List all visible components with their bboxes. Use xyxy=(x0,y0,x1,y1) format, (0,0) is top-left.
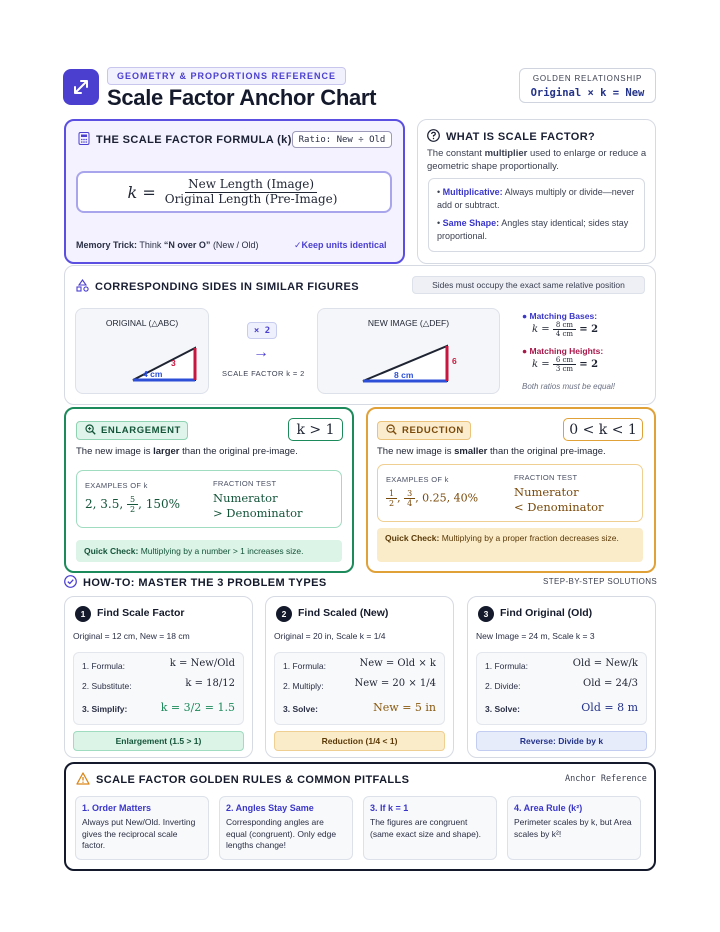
step-1-value: k = New/Old xyxy=(169,658,235,669)
arrow-right-icon: → xyxy=(253,344,269,361)
test-line-1: Numerator xyxy=(514,485,579,499)
item-label: Same Shape: xyxy=(442,218,500,228)
ex-den: 4 xyxy=(407,499,413,509)
eq-fraction xyxy=(553,321,576,338)
step-3-value: Old = 8 m xyxy=(581,701,638,714)
golden-relationship-box xyxy=(519,68,656,103)
examples-tail: , 150% xyxy=(138,497,181,512)
card-steps xyxy=(274,652,445,725)
card-given: Original = 20 in, Scale k = 1/4 xyxy=(274,631,386,641)
reduction-quick-check xyxy=(377,528,643,562)
examples-label: EXAMPLES OF k xyxy=(386,475,449,484)
desc-post: than the original pre-image. xyxy=(182,446,298,457)
fraction-test-label: FRACTION TEST xyxy=(514,473,578,482)
list-item: • Multiplicative: Always multiply or divide—never add or subtract. xyxy=(437,187,635,210)
corresponding-note: Sides must occupy the exact same relative position xyxy=(412,276,645,294)
scale-factor-label: SCALE FACTOR k = 2 xyxy=(222,369,305,378)
reduction-description xyxy=(377,446,606,457)
reduction-tag xyxy=(377,421,471,440)
formula-lhs: k = xyxy=(127,182,156,202)
new-height-label: 6 xyxy=(452,356,457,366)
eq-result: = 2 xyxy=(579,324,599,336)
quick-text: Multiplying by a number > 1 increases size. xyxy=(140,546,304,556)
examples-text: 2, 3.5, xyxy=(85,497,124,512)
matching-bases-equation xyxy=(532,321,598,338)
multiplier-badge: × 2 xyxy=(247,322,277,339)
desc-pre: The new image is xyxy=(76,446,151,457)
eq-result: = 2 xyxy=(579,359,599,371)
step-1-value: Old = New/k xyxy=(572,658,638,669)
rule-card-area xyxy=(507,796,641,860)
step-1-label: 1. Formula: xyxy=(485,661,528,671)
examples-tail: , 0.25, 40% xyxy=(415,491,479,505)
card-title: Find Scaled (New) xyxy=(298,607,389,619)
eyebrow-label: GEOMETRY & PROPORTIONS REFERENCE xyxy=(107,67,346,85)
what-desc-pre: The constant xyxy=(427,148,482,159)
step-1-label: 1. Formula: xyxy=(283,661,326,671)
scale-arrows-icon xyxy=(63,69,99,105)
rule-card-angles xyxy=(219,796,353,860)
quick-text: Multiplying by a proper fraction decreases size. xyxy=(441,533,619,543)
card-number: 1 xyxy=(75,606,91,622)
rules-title-text: SCALE FACTOR GOLDEN RULES & COMMON PITFALLS xyxy=(96,774,410,786)
examples-values: $\frac{1}{2}$ , $\frac{3}{4}$ , 0.25, 40% xyxy=(386,489,478,508)
rules-title xyxy=(76,772,409,788)
card-title: Find Original (Old) xyxy=(500,607,593,619)
formula-title-text: THE SCALE FACTOR FORMULA (k) xyxy=(96,134,292,146)
card-number: 3 xyxy=(478,606,494,622)
howto-title xyxy=(64,575,327,591)
card-number: 2 xyxy=(276,606,292,622)
enlargement-tag-text: ENLARGEMENT xyxy=(101,425,181,436)
formula-title xyxy=(78,132,292,148)
step-2-label: 2. Multiply: xyxy=(283,681,324,691)
step-2-label: 2. Substitute: xyxy=(82,681,132,691)
examples-fraction xyxy=(404,489,415,508)
new-image-label: NEW IMAGE (△DEF) xyxy=(367,318,450,328)
rule-heading: 2. Angles Stay Same xyxy=(226,803,314,813)
original-height-label: 3 xyxy=(171,358,176,368)
quick-label: Quick Check: xyxy=(385,533,440,543)
problem-card-find-scaled xyxy=(265,596,454,758)
step-3-value: New = 5 in xyxy=(373,701,436,714)
step-2-value: New = 20 × 1/4 xyxy=(354,678,436,689)
examples-label: EXAMPLES OF k xyxy=(85,481,148,490)
card-footer: Enlargement (1.5 > 1) xyxy=(73,731,244,751)
desc-bold: larger xyxy=(153,446,180,457)
desc-bold: smaller xyxy=(454,446,488,457)
step-1-label: 1. Formula: xyxy=(82,661,125,671)
zoom-out-icon xyxy=(386,424,397,438)
calculator-icon xyxy=(78,132,90,148)
page-title: Scale Factor Anchor Chart xyxy=(107,85,377,110)
matching-bases-label: ● Matching Bases: xyxy=(522,311,598,321)
problem-card-find-scale-factor xyxy=(64,596,253,758)
formula-box xyxy=(76,171,392,213)
examples-fraction xyxy=(127,495,138,514)
golden-value: Original × k = New xyxy=(530,87,645,99)
reduction-tag-text: REDUCTION xyxy=(402,425,464,436)
memory-prefix: Memory Trick: xyxy=(76,240,138,250)
both-ratios-note: Both ratios must be equal! xyxy=(522,382,615,391)
corresponding-title-text: CORRESPONDING SIDES IN SIMILAR FIGURES xyxy=(95,281,359,293)
rules-reference: Anchor Reference xyxy=(565,774,647,784)
ex-num: 5 xyxy=(127,495,138,505)
card-given: Original = 12 cm, New = 18 cm xyxy=(73,631,190,641)
card-footer: Reverse: Divide by k xyxy=(476,731,647,751)
step-3-label: 3. Solve: xyxy=(485,704,520,714)
original-base-label: 4 cm xyxy=(143,369,163,379)
test-line-2: < Denominator xyxy=(514,500,604,514)
item-text: Angles stay identical; sides stay proportional. xyxy=(437,218,629,241)
step-2-label: 2. Divide: xyxy=(485,681,521,691)
rule-heading: 1. Order Matters xyxy=(82,803,152,813)
step-2-value: k = 18/12 xyxy=(185,678,235,689)
formula-numerator: New Length (Image) xyxy=(185,178,317,193)
step-3-label: 3. Simplify: xyxy=(82,704,128,714)
step-3-value: k = 3/2 = 1.5 xyxy=(160,701,235,714)
rule-heading: 4. Area Rule (k²) xyxy=(514,803,583,813)
eq-den: 3 cm xyxy=(555,365,574,374)
what-title-text: WHAT IS SCALE FACTOR? xyxy=(446,131,596,143)
card-given: New Image = 24 m, Scale k = 3 xyxy=(476,631,595,641)
ex-den: 2 xyxy=(130,505,136,515)
enlargement-examples-box xyxy=(76,470,342,528)
check-circle-icon xyxy=(64,575,77,591)
step-3-label: 3. Solve: xyxy=(283,704,318,714)
step-1-value: New = Old × k xyxy=(359,658,436,669)
fraction-test-value xyxy=(514,485,604,515)
rule-body: Perimeter scales by k, but Area scales by k²! xyxy=(514,817,632,839)
examples-fraction xyxy=(386,489,397,508)
eq-fraction xyxy=(553,356,576,373)
memory-trick xyxy=(76,240,258,250)
fraction-test-label: FRACTION TEST xyxy=(213,479,277,488)
memory-suffix: (New / Old) xyxy=(212,240,259,250)
formula-denominator: Original Length (Pre-Image) xyxy=(164,191,338,206)
card-steps xyxy=(476,652,647,725)
card-steps xyxy=(73,652,244,725)
quick-label: Quick Check: xyxy=(84,546,139,556)
ex-num: 3 xyxy=(404,489,415,499)
list-item: • Same Shape: Angles stay identical; sides stay proportional. xyxy=(437,218,629,241)
ratio-badge: Ratio: New ÷ Old xyxy=(292,131,392,148)
original-triangle xyxy=(75,308,209,394)
eq-num: 8 cm xyxy=(553,321,576,330)
card-footer: Reduction (1/4 < 1) xyxy=(274,731,445,751)
enlargement-quick-check xyxy=(76,540,342,562)
what-desc-bold: multiplier xyxy=(484,148,528,159)
what-desc-post: used to enlarge or reduce a geometric shape proportionally. xyxy=(427,148,647,172)
reduction-badge: 0 < k < 1 xyxy=(563,418,643,441)
original-label: ORIGINAL (△ABC) xyxy=(105,318,179,328)
new-base-label: 8 cm xyxy=(394,370,414,380)
rule-body: Corresponding angles are equal (congruent). Only edge lengths change! xyxy=(226,817,337,850)
question-circle-icon xyxy=(427,129,440,145)
eq-k: k = xyxy=(532,324,550,336)
rule-card-k-equals-1 xyxy=(363,796,497,860)
zoom-in-icon xyxy=(85,424,96,438)
howto-title-text: HOW-TO: MASTER THE 3 PROBLEM TYPES xyxy=(83,577,327,589)
item-text: Always multiply or divide—never add or subtract. xyxy=(437,187,635,210)
test-line-2: > Denominator xyxy=(213,506,303,520)
rule-heading: 3. If k = 1 xyxy=(370,803,409,813)
reduction-examples-box xyxy=(377,464,643,522)
ex-num: 1 xyxy=(386,489,397,499)
warning-icon xyxy=(76,772,90,788)
enlargement-badge: k > 1 xyxy=(288,418,343,441)
golden-label: GOLDEN RELATIONSHIP xyxy=(532,74,643,83)
matching-heights-label: ● Matching Heights: xyxy=(522,346,604,356)
shapes-icon xyxy=(76,279,89,295)
desc-pre: The new image is xyxy=(377,446,452,457)
what-title xyxy=(427,129,595,145)
test-line-1: Numerator xyxy=(213,491,278,505)
ex-den: 2 xyxy=(389,499,395,509)
step-2-value: Old = 24/3 xyxy=(583,678,638,689)
memory-quote: “N over O” xyxy=(163,240,211,250)
keep-units-note: ✓Keep units identical xyxy=(294,240,387,250)
enlargement-tag xyxy=(76,421,188,440)
rule-body: Always put New/Old. Inverting gives the reciprocal scale factor. xyxy=(82,817,196,850)
eq-k: k = xyxy=(532,359,550,371)
enlargement-description xyxy=(76,446,298,457)
examples-values xyxy=(85,495,180,514)
matching-bases-text: Matching Bases: xyxy=(529,311,598,321)
matching-heights-equation xyxy=(532,356,598,373)
eq-den: 4 cm xyxy=(555,330,574,339)
memory-text: Think xyxy=(139,240,162,250)
rule-card-order xyxy=(75,796,209,860)
rule-body: The figures are congruent (same exact size and shape). xyxy=(370,817,482,839)
fraction-test-value xyxy=(213,491,303,521)
formula-fraction xyxy=(162,178,341,207)
corresponding-title xyxy=(76,279,359,295)
eq-num: 6 cm xyxy=(553,356,576,365)
howto-subtitle: STEP-BY-STEP SOLUTIONS xyxy=(543,577,658,586)
what-list xyxy=(428,178,645,252)
what-description xyxy=(427,147,649,173)
matching-heights-text: Matching Heights: xyxy=(529,346,604,356)
problem-card-find-original xyxy=(467,596,656,758)
item-label: Multiplicative: xyxy=(442,187,503,197)
desc-post: than the original pre-image. xyxy=(490,446,606,457)
card-title: Find Scale Factor xyxy=(97,607,185,619)
new-triangle xyxy=(317,308,500,394)
